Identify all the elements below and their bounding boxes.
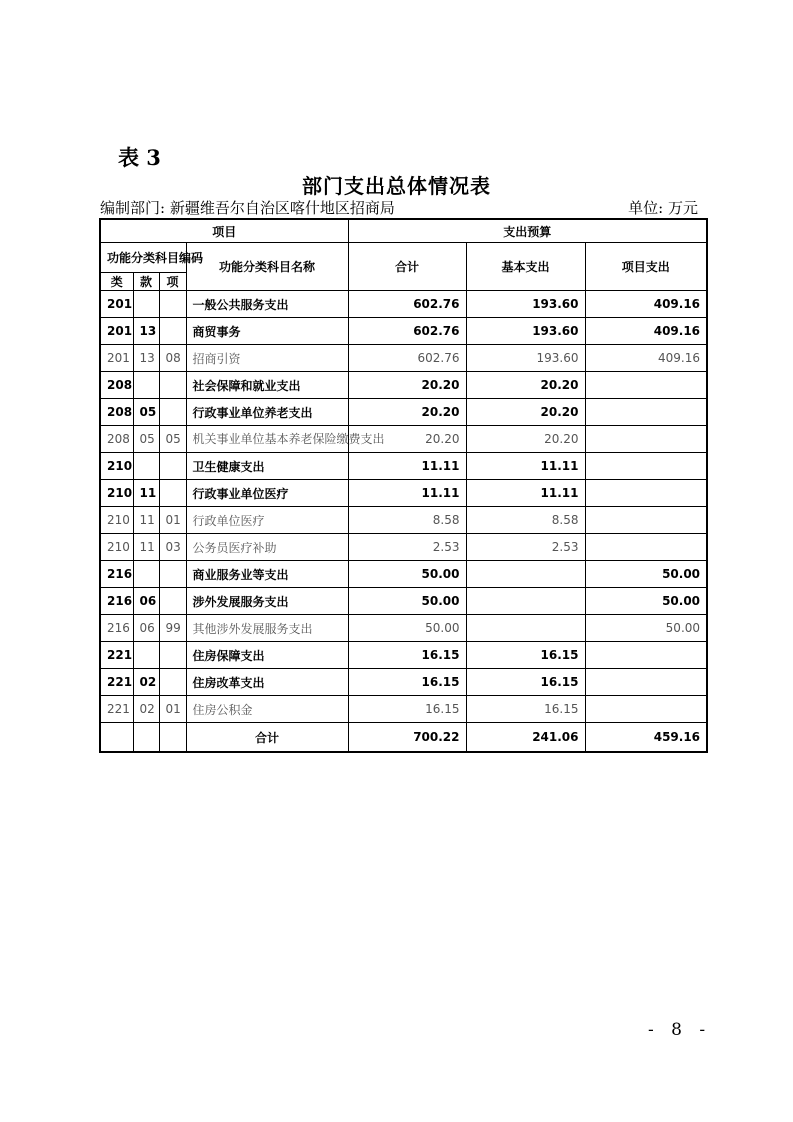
total-label: 合计 (186, 723, 348, 753)
table-row (100, 318, 707, 345)
cell-name: 行政事业单位养老支出 (186, 399, 348, 426)
cell-project: 409.16 (585, 291, 707, 318)
cell-project (585, 507, 707, 534)
cell-project (585, 642, 707, 669)
cell-xiang: 01 (159, 696, 186, 723)
cell-kuan: 13 (133, 318, 159, 345)
cell-lei: 201 (100, 318, 133, 345)
cell-project (585, 372, 707, 399)
cell-name: 行政事业单位医疗 (186, 480, 348, 507)
cell-project: 50.00 (585, 561, 707, 588)
cell-name: 招商引资 (186, 345, 348, 372)
cell-basic: 20.20 (466, 426, 585, 453)
cell-lei: 210 (100, 453, 133, 480)
compiling-unit-name: 新疆维吾尔自治区喀什地区招商局 (169, 199, 395, 217)
cell-lei: 221 (100, 696, 133, 723)
cell-name: 住房保障支出 (186, 642, 348, 669)
cell-name: 公务员医疗补助 (186, 534, 348, 561)
header-basic: 基本支出 (466, 243, 585, 291)
cell-name: 住房公积金 (186, 696, 348, 723)
cell-basic: 16.15 (466, 696, 585, 723)
table-row (100, 615, 707, 642)
page-title: 部门支出总体情况表 (302, 174, 491, 198)
cell-total: 8.58 (348, 507, 466, 534)
cell-lei: 201 (100, 291, 133, 318)
cell-basic: 16.15 (466, 669, 585, 696)
cell-lei: 216 (100, 615, 133, 642)
table-row (100, 372, 707, 399)
cell-kuan (133, 291, 159, 318)
header-budget: 支出预算 (348, 219, 707, 243)
cell-name: 商业服务业等支出 (186, 561, 348, 588)
table-row (100, 480, 707, 507)
header-row-2 (100, 243, 707, 273)
total-row (100, 723, 707, 753)
cell-kuan (133, 642, 159, 669)
table-row (100, 696, 707, 723)
header-project-expense: 项目支出 (585, 243, 707, 291)
cell-name: 社会保障和就业支出 (186, 372, 348, 399)
total-sum: 700.22 (348, 723, 466, 753)
cell-name: 住房改革支出 (186, 669, 348, 696)
cell-lei: 210 (100, 507, 133, 534)
total-empty-kuan (133, 723, 159, 753)
cell-name: 其他涉外发展服务支出 (186, 615, 348, 642)
cell-basic (466, 561, 585, 588)
header-kuan: 款 (133, 273, 159, 291)
compiling-unit (100, 197, 395, 218)
header-name: 功能分类科目名称 (186, 243, 348, 291)
cell-xiang: 01 (159, 507, 186, 534)
cell-kuan (133, 372, 159, 399)
cell-lei: 216 (100, 588, 133, 615)
cell-lei: 201 (100, 345, 133, 372)
cell-lei: 210 (100, 534, 133, 561)
cell-xiang (159, 318, 186, 345)
cell-total: 11.11 (348, 453, 466, 480)
cell-total: 11.11 (348, 480, 466, 507)
cell-project (585, 399, 707, 426)
cell-name: 商贸事务 (186, 318, 348, 345)
table-row (100, 507, 707, 534)
cell-name: 卫生健康支出 (186, 453, 348, 480)
cell-basic (466, 615, 585, 642)
header-row-1 (100, 219, 707, 243)
table-row (100, 669, 707, 696)
cell-xiang (159, 669, 186, 696)
cell-project: 50.00 (585, 615, 707, 642)
currency-unit: 单位: 万元 (628, 199, 698, 217)
total-empty-xiang (159, 723, 186, 753)
page-number: - 8 - (648, 1020, 712, 1040)
table-row (100, 561, 707, 588)
cell-total: 16.15 (348, 642, 466, 669)
cell-basic: 11.11 (466, 480, 585, 507)
cell-total: 16.15 (348, 696, 466, 723)
total-empty-lei (100, 723, 133, 753)
cell-total: 20.20 (348, 399, 466, 426)
header-project: 项目 (100, 219, 348, 243)
cell-kuan (133, 453, 159, 480)
cell-name: 一般公共服务支出 (186, 291, 348, 318)
cell-lei: 208 (100, 426, 133, 453)
table-row (100, 534, 707, 561)
header-lei: 类 (100, 273, 133, 291)
cell-total: 602.76 (348, 291, 466, 318)
cell-xiang (159, 588, 186, 615)
table-row (100, 453, 707, 480)
cell-lei: 216 (100, 561, 133, 588)
cell-total: 20.20 (348, 372, 466, 399)
cell-basic: 2.53 (466, 534, 585, 561)
total-basic: 241.06 (466, 723, 585, 753)
cell-project (585, 480, 707, 507)
cell-xiang (159, 480, 186, 507)
cell-lei: 208 (100, 372, 133, 399)
table-row (100, 642, 707, 669)
cell-xiang: 03 (159, 534, 186, 561)
cell-basic: 193.60 (466, 291, 585, 318)
cell-total: 16.15 (348, 669, 466, 696)
cell-basic: 16.15 (466, 642, 585, 669)
header-total: 合计 (348, 243, 466, 291)
cell-project: 409.16 (585, 318, 707, 345)
cell-basic: 193.60 (466, 345, 585, 372)
header-code: 功能分类科目编码 (100, 243, 186, 273)
cell-lei: 221 (100, 642, 133, 669)
cell-kuan: 05 (133, 426, 159, 453)
cell-xiang (159, 399, 186, 426)
table-row (100, 291, 707, 318)
cell-total: 50.00 (348, 588, 466, 615)
cell-xiang: 08 (159, 345, 186, 372)
expenditure-table (99, 218, 708, 753)
cell-total: 20.20 (348, 426, 466, 453)
cell-name: 涉外发展服务支出 (186, 588, 348, 615)
table-row (100, 588, 707, 615)
table-row (100, 345, 707, 372)
cell-name: 行政单位医疗 (186, 507, 348, 534)
cell-xiang: 05 (159, 426, 186, 453)
cell-basic: 20.20 (466, 399, 585, 426)
table-row (100, 426, 707, 453)
compiling-unit-label: 编制部门: (100, 199, 166, 217)
total-project: 459.16 (585, 723, 707, 753)
cell-xiang (159, 372, 186, 399)
cell-project (585, 669, 707, 696)
cell-basic (466, 588, 585, 615)
cell-kuan: 06 (133, 588, 159, 615)
cell-xiang (159, 291, 186, 318)
cell-kuan: 06 (133, 615, 159, 642)
cell-kuan: 05 (133, 399, 159, 426)
cell-kuan: 02 (133, 669, 159, 696)
cell-project (585, 534, 707, 561)
header-xiang: 项 (159, 273, 186, 291)
cell-project (585, 426, 707, 453)
cell-xiang (159, 453, 186, 480)
cell-lei: 210 (100, 480, 133, 507)
cell-project (585, 696, 707, 723)
cell-project: 50.00 (585, 588, 707, 615)
cell-total: 50.00 (348, 615, 466, 642)
cell-kuan: 11 (133, 507, 159, 534)
cell-basic: 20.20 (466, 372, 585, 399)
cell-basic: 8.58 (466, 507, 585, 534)
cell-basic: 11.11 (466, 453, 585, 480)
cell-kuan (133, 561, 159, 588)
table-row (100, 399, 707, 426)
cell-lei: 221 (100, 669, 133, 696)
cell-total: 602.76 (348, 318, 466, 345)
cell-xiang (159, 561, 186, 588)
cell-xiang: 99 (159, 615, 186, 642)
cell-kuan: 11 (133, 534, 159, 561)
cell-project: 409.16 (585, 345, 707, 372)
cell-kuan: 13 (133, 345, 159, 372)
table-label: 表 3 (118, 145, 161, 170)
cell-total: 50.00 (348, 561, 466, 588)
cell-xiang (159, 642, 186, 669)
cell-name: 机关事业单位基本养老保险缴费支出 (186, 426, 348, 453)
cell-lei: 208 (100, 399, 133, 426)
cell-project (585, 453, 707, 480)
cell-kuan: 02 (133, 696, 159, 723)
cell-total: 2.53 (348, 534, 466, 561)
cell-kuan: 11 (133, 480, 159, 507)
cell-total: 602.76 (348, 345, 466, 372)
cell-basic: 193.60 (466, 318, 585, 345)
